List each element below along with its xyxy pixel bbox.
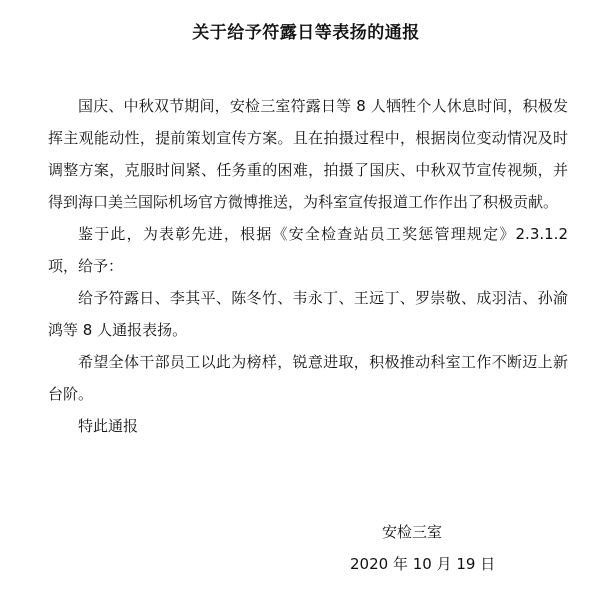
paragraph-basis: 鉴于此，为表彰先进，根据《安全检查站员工奖惩管理规定》2.3.1.2 项，给予： [48,225,568,275]
document-title: 关于给予符露日等表扬的通报 [192,23,420,43]
paragraph-commendation: 给予符露日、李其平、陈冬竹、韦永丁、王远丁、罗崇敬、成羽洁、孙渝鸿等 8 人通报表扬。 [48,289,568,339]
signature-org: 安检三室 [382,523,443,541]
paragraph-background: 国庆、中秋双节期间，安检三室符露日等 8 人牺牲个人休息时间，积极发挥主观能动性，提前策划宣传方案。且在拍摄过程中，根据岗位变动情况及时调整方案，克服时间紧、任务重的困难，拍摄了国庆、中秋双节宣传视频，并得到海口美兰国际机场官方微博推送，为科室宣传报道工作作出了积极贡献。 [48,97,568,211]
document-body [48,90,568,442]
paragraph-closing: 特此通报 [78,417,139,435]
paragraph-hope: 希望全体干部员工以此为榜样，锐意进取，积极推动科室工作不断迈上新台阶。 [48,353,568,403]
signature-date: 2020 年 10 月 19 日 [350,555,496,573]
